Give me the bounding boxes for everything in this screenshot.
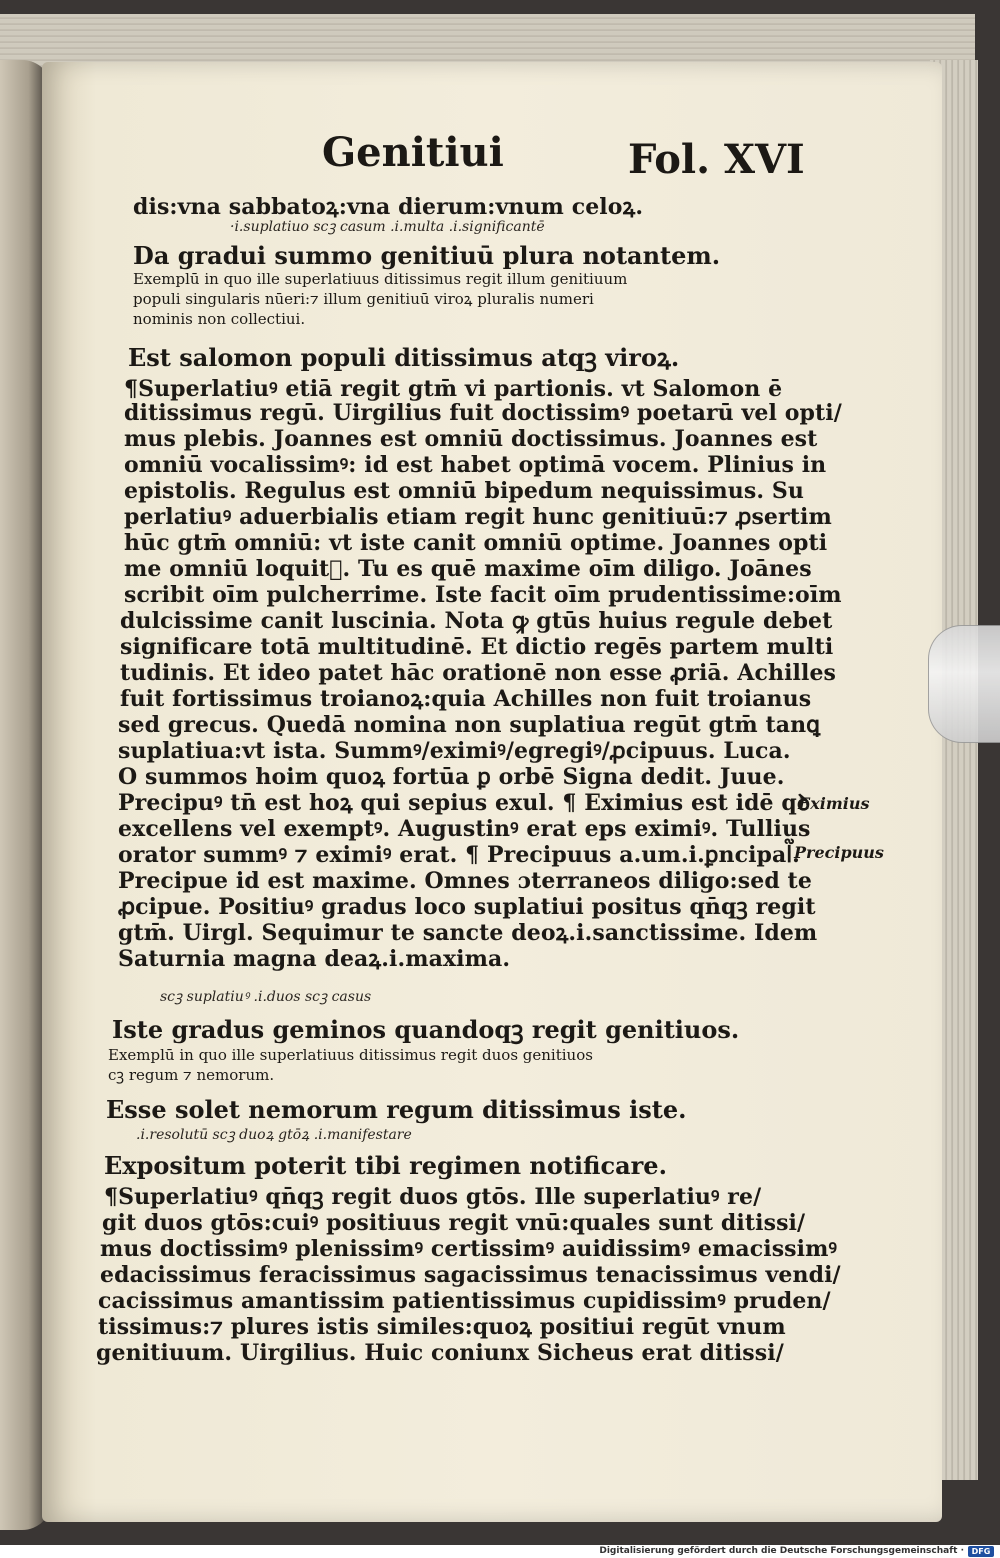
commentary-note-line: Exemplū in quo ille superlatiuus ditissimus regit duos genitiuos [108, 1046, 593, 1064]
text-line: omniū vocalissimꝰ: id est habet optimā vocem. Plinius in [124, 452, 827, 478]
verse-line: Iste gradus geminos quandoqꝫ regit genitiuos. [112, 1015, 740, 1044]
text-line: scribit oīm pulcherrime. Iste facit oīm prudentissime:oīm [124, 582, 842, 608]
text-line: me omniū loquit᷑. Tu es quē maxime oīm diligo. Joānes [124, 556, 812, 582]
verse-line: Esse solet nemorum regum ditissimus iste. [106, 1095, 687, 1124]
text-line: Saturnia magna deaꝝ.i.maxima. [118, 946, 511, 972]
text-line: cacissimus amantissim patientissimus cupidissimꝰ pruden/ [98, 1288, 831, 1314]
text-line: epistolis. Regulus est omniū bipedum nequissimus. Su [124, 478, 804, 504]
text-line: mus plebis. Joannes est omniū doctissimus. Joannes est [124, 426, 818, 452]
text-line: tudinis. Et ideo patet hāc orationē non esse ꝓriā. Achilles [120, 660, 837, 686]
folio-number: Fol. XVI [628, 136, 805, 183]
text-line: git duos gtōs:cuiꝰ positiuus regit vnū:quales sunt ditissi/ [102, 1210, 806, 1236]
running-head-title: Genitiui [322, 129, 504, 176]
text-line: orator summꝰ ⁊ eximiꝰ erat. ¶ Precipuus a.um.i.ꝑncipal᷑. [118, 842, 800, 868]
text-line: suplatiua:vt ista. Summꝰ/eximiꝰ/egregiꝰ/ꝓcipuus. Luca. [118, 738, 791, 764]
interlinear-gloss: .i.resolutū scꝫ duoꝝ gtōꝝ .i.manifestare [136, 1127, 412, 1143]
verse-line: Da gradui summo genitiuū plura notantem. [133, 241, 721, 270]
text-line: perlatiuꝰ aduerbialis etiam regit hunc genitiuū:⁊ ꝓsertim [124, 504, 832, 530]
text-line: genitiuum. Uirgilius. Huic coniunx Sicheus erat ditissi/ [96, 1340, 784, 1366]
marginal-note-precipuus: Precipuus [794, 843, 884, 862]
text-line: O summos hoim quoꝝ fortūa ꝑ orbē Signa dedit. Juue. [118, 764, 785, 790]
commentary-note-line: cꝫ regum ⁊ nemorum. [108, 1066, 275, 1084]
commentary-note-line: nominis non collectiui. [133, 310, 306, 328]
text-line: ꝓcipue. Positiuꝰ gradus loco suplatiui positus qn̄qꝫ regit [118, 894, 816, 920]
page-clip [928, 625, 1000, 743]
dfg-logo: DFG [968, 1546, 994, 1557]
funding-credit: Digitalisierung gefördert durch die Deutsche Forschungsgemeinschaft · [599, 1546, 964, 1556]
marginal-note-eximius: Eximius [798, 794, 870, 813]
text-line: edacissimus feracissimus sagacissimus tenacissimus vendi/ [100, 1262, 841, 1288]
text-line: ¶Superlatiuꝰ qn̄qꝫ regit duos gtōs. Ille superlatiuꝰ re/ [104, 1184, 762, 1210]
verse-line: Est salomon populi ditissimus atqꝫ viroꝝ. [128, 343, 680, 372]
interlinear-gloss: ·i.suplatiuo scꝫ casum .i.multa .i.significantē [230, 219, 545, 235]
text-line: gtm̄. Uirgl. Sequimur te sancte deoꝝ.i.sanctissime. Idem [118, 920, 818, 946]
verse-line: Expositum poterit tibi regimen notificare. [104, 1151, 667, 1180]
text-line: dis:vna sabbatoꝝ:vna dierum:vnum celoꝝ. [133, 194, 644, 220]
text-line: ditissimus regū. Uirgilius fuit doctissimꝰ poetarū vel opti/ [124, 400, 842, 426]
text-line: sed grecus. Quedā nomina non suplatiua regūt gtm̄ tanꝗ [118, 712, 821, 738]
text-line: excellens vel exemptꝰ. Augustinꝰ erat eps eximiꝰ. Tullius [118, 816, 811, 842]
commentary-note-line: Exemplū in quo ille superlatiuus ditissimus regit illum genitiuum [133, 270, 628, 288]
commentary-note-line: populi singularis nūeri:⁊ illum genitiuū viroꝝ pluralis numeri [133, 290, 594, 308]
text-line: dulcissime canit luscinia. Nota ꝙ gtūs huius regule debet [120, 608, 833, 634]
text-line: ¶Superlatiuꝰ etiā regit gtm̄ vi partionis. vt Salomon ē [124, 376, 783, 402]
text-line: fuit fortissimus troianoꝝ:quia Achilles non fuit troianus [120, 686, 812, 712]
text-line: Precipuꝰ tn̄ est hoꝝ qui sepius exul. ¶ Eximius est idē qꝺ [118, 790, 811, 816]
text-line: mus doctissimꝰ plenissimꝰ certissimꝰ auidissimꝰ emacissimꝰ [100, 1236, 838, 1262]
interlinear-gloss: scꝫ suplatiuꝰ .i.duos scꝫ casus [160, 989, 372, 1005]
text-line: Precipue id est maxime. Omnes ɔterraneos diligo:sed te [118, 868, 812, 894]
text-line: tissimus:⁊ plures istis similes:quoꝝ positiui regūt vnum [98, 1314, 786, 1340]
text-line: hūc gtm̄ omniū: vt iste canit omniū optime. Joannes opti [124, 530, 828, 556]
text-line: significare totā multitudinē. Et dictio regēs partem multi [120, 634, 834, 660]
